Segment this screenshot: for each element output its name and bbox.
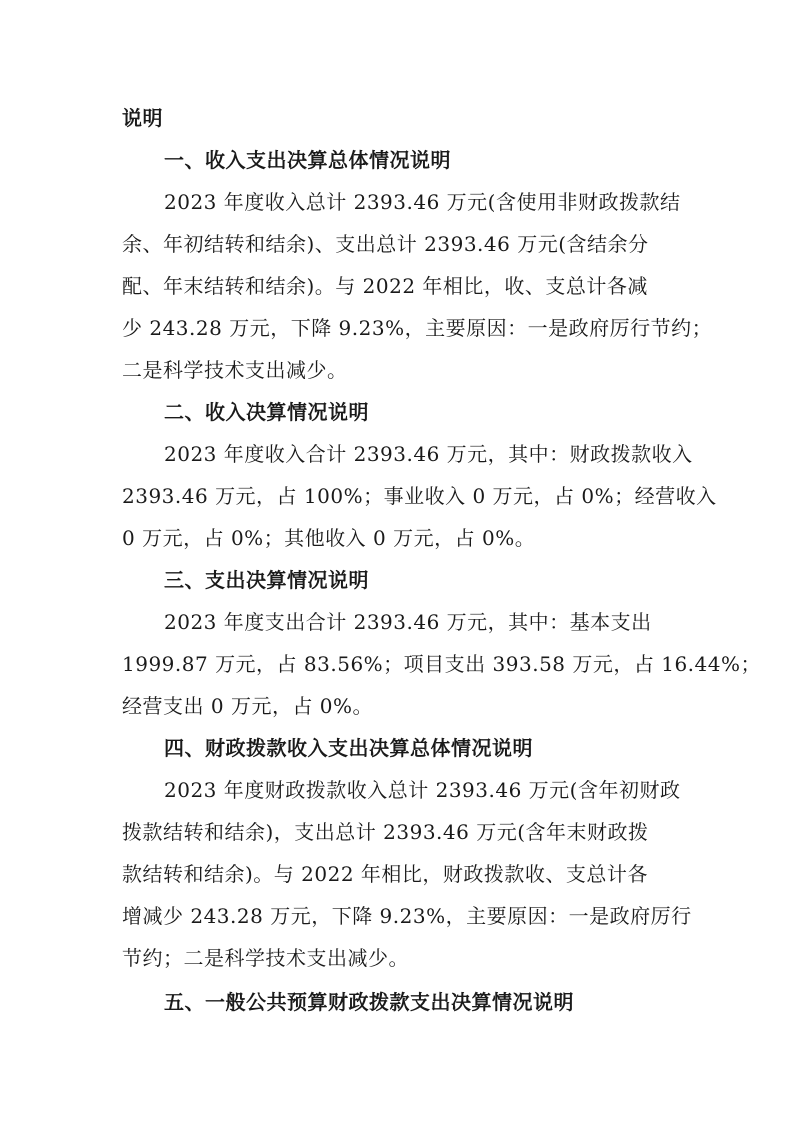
page-title: 说明: [122, 106, 163, 130]
paragraph-line: 2393.46 万元，占 100%；事业收入 0 万元，占 0%；经营收入: [122, 484, 717, 508]
section-heading: 四、财政拨款收入支出决算总体情况说明: [164, 736, 533, 760]
paragraph-line: 0 万元，占 0%；其他收入 0 万元，占 0%。: [122, 526, 536, 550]
paragraph-line: 2023 年度财政拨款收入总计 2393.46 万元(含年初财政: [164, 778, 681, 802]
paragraph-line: 经营支出 0 万元，占 0%。: [122, 694, 374, 718]
paragraph-line: 余、年初结转和结余)、支出总计 2393.46 万元(含结余分: [122, 232, 649, 256]
paragraph-line: 1999.87 万元，占 83.56%；项目支出 393.58 万元，占 16.44%；: [122, 652, 761, 676]
paragraph-line: 二是科学技术支出减少。: [122, 358, 348, 382]
section-heading: 三、支出决算情况说明: [164, 568, 369, 592]
paragraph-line: 增减少 243.28 万元，下降 9.23%，主要原因：一是政府厉行: [122, 904, 692, 928]
paragraph-line: 2023 年度收入总计 2393.46 万元(含使用非财政拨款结: [164, 190, 681, 214]
paragraph-line: 节约；二是科学技术支出减少。: [122, 946, 409, 970]
paragraph-line: 2023 年度支出合计 2393.46 万元，其中：基本支出: [164, 610, 652, 634]
section-heading: 一、收入支出决算总体情况说明: [164, 148, 451, 172]
paragraph-line: 配、年末结转和结余)。与 2022 年相比，收、支总计各减: [122, 274, 648, 298]
section-heading: 五、一般公共预算财政拨款支出决算情况说明: [164, 990, 574, 1014]
paragraph-line: 2023 年度收入合计 2393.46 万元，其中：财政拨款收入: [164, 442, 693, 466]
paragraph-line: 拨款结转和结余)，支出总计 2393.46 万元(含年末财政拨: [122, 820, 649, 844]
section-heading: 二、收入决算情况说明: [164, 400, 369, 424]
paragraph-line: 款结转和结余)。与 2022 年相比，财政拨款收、支总计各: [122, 862, 648, 886]
paragraph-line: 少 243.28 万元，下降 9.23%，主要原因：一是政府厉行节约；: [122, 316, 713, 340]
